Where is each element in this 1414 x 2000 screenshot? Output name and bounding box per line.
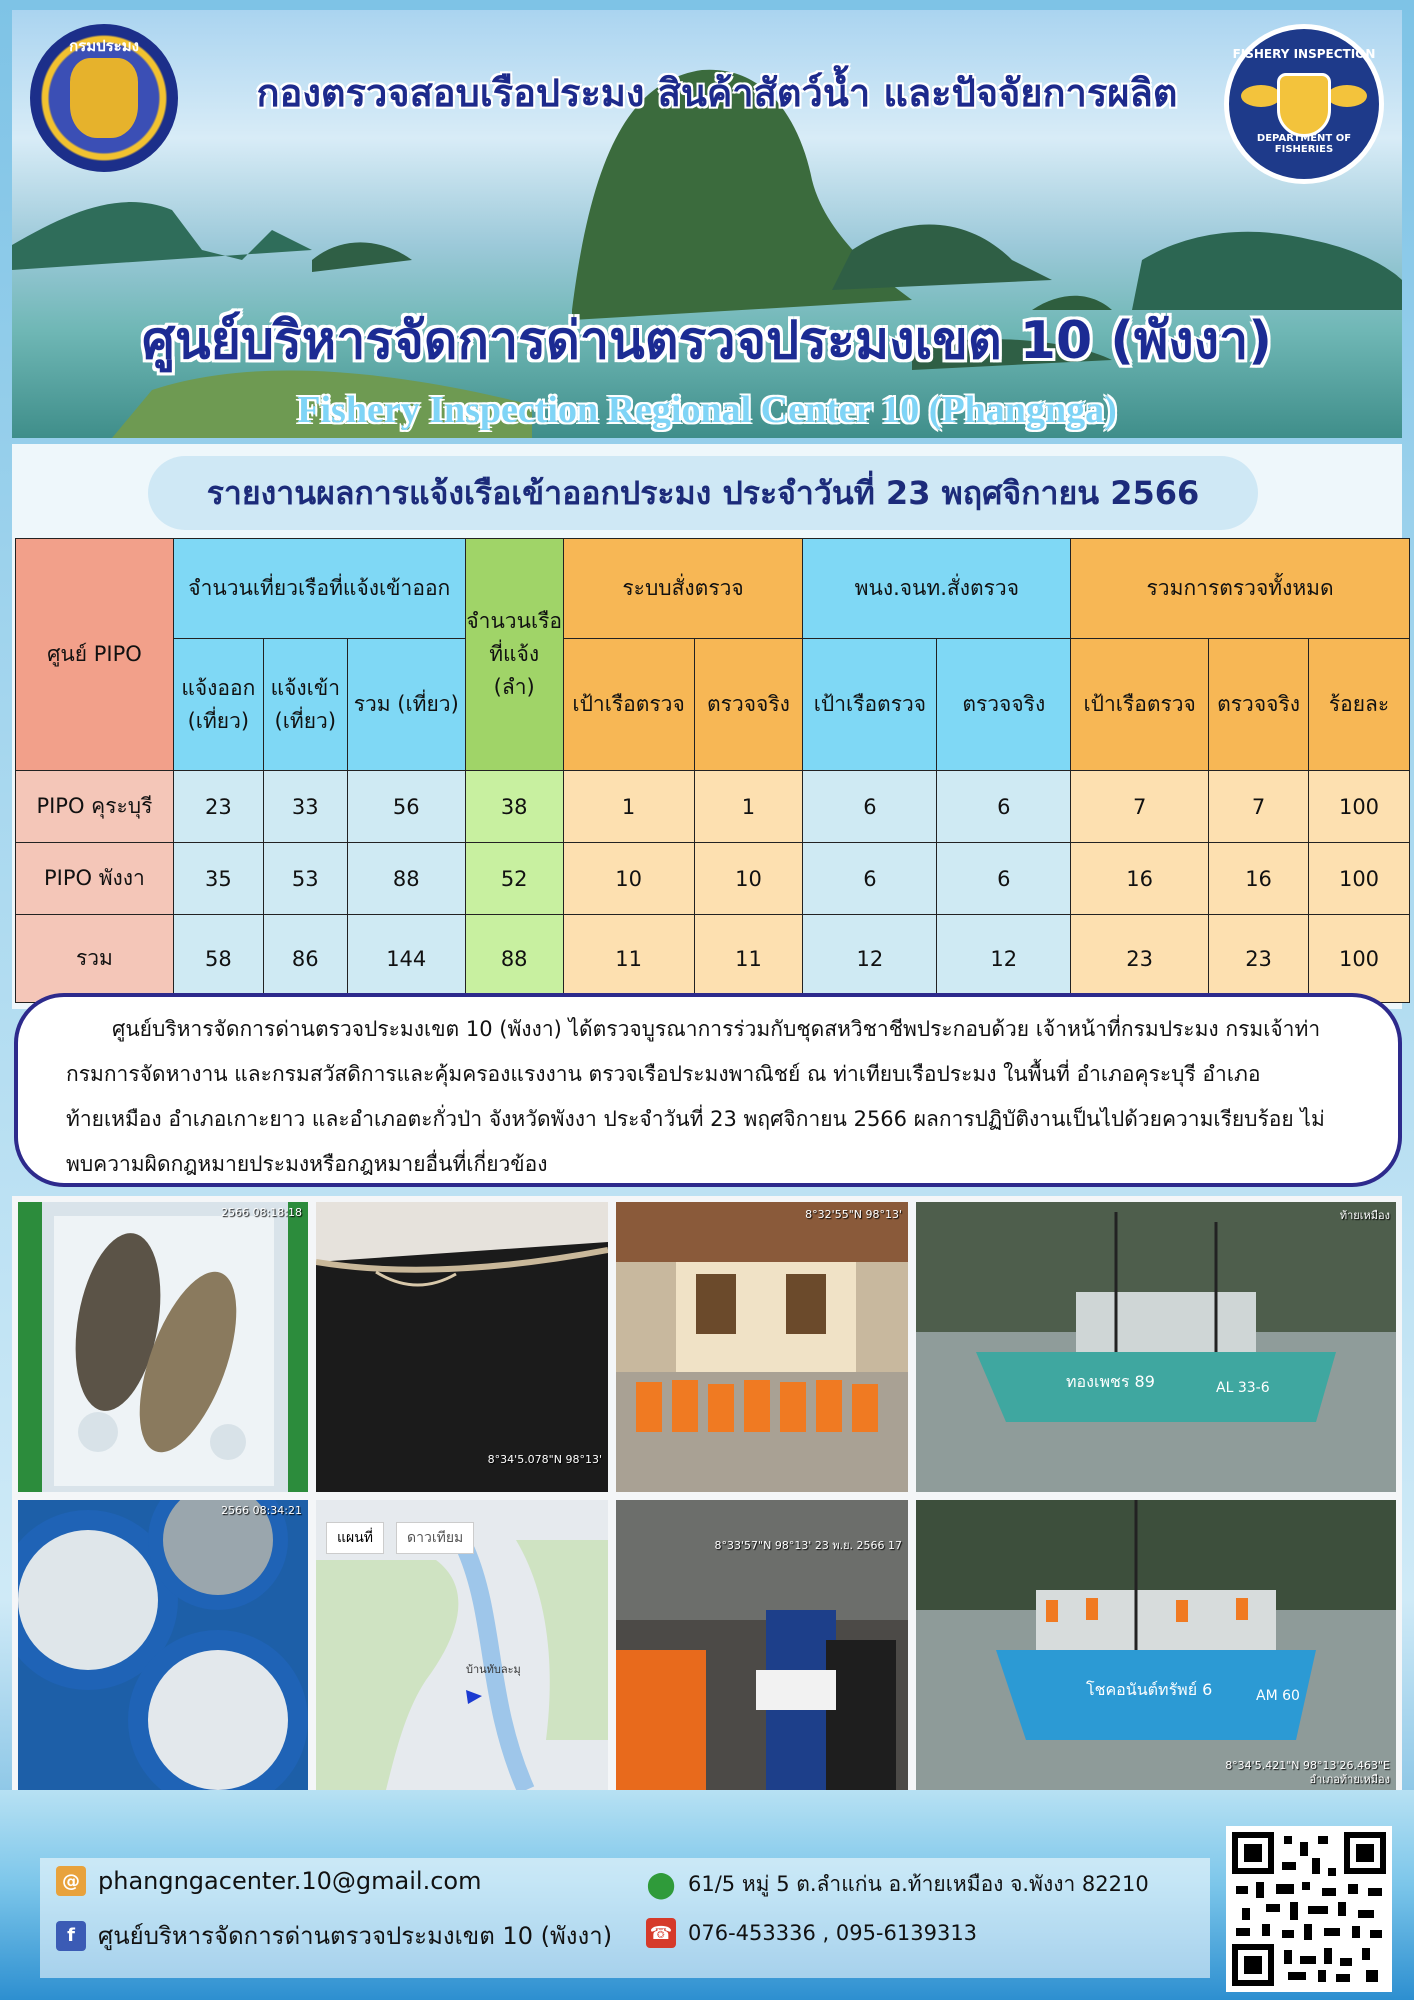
email-text: phangngacenter.10@gmail.com (98, 1867, 482, 1895)
photo-stamp: 8°33'57"N 98°13' 23 พ.ย. 2566 17 (714, 1539, 902, 1552)
photo-document-inspection (616, 1500, 908, 1790)
email-icon: @ (56, 1866, 86, 1896)
row-in: 53 (263, 843, 347, 915)
phone-icon: ☎ (646, 1918, 676, 1948)
header-officer-order: พนง.จนท.สั่งตรวจ (803, 539, 1071, 639)
header-sys-target: เป้าเรือตรวจ (563, 639, 694, 771)
photo-fish-buckets (18, 1500, 308, 1790)
photo-fishing-net (316, 1202, 608, 1492)
boat2-reg: AM 60 (1256, 1688, 1300, 1704)
department-of-fisheries-logo (30, 24, 178, 172)
footer (0, 1790, 1414, 2000)
row-off-target: 6 (803, 843, 937, 915)
summary-text: ศูนย์บริหารจัดการด่านตรวจประมงเขต 10 (พังงา) ได้ตรวจบูรณาการร่วมกับชุดสหวิชาชีพประกอบด้วย เจ้าหน้าที่กรมประมง กรมเจ้าท่า กรมการจัดหางาน และกรมสวัสดิการและคุ้มครองแรงงาน ตรวจเรือประมงพาณิชย์ ณ ท่าเทียบเรือประมง ในพื้นที่ อำเภอคุระบุรี อำเภอท้ายเหมือง อำเภอเกาะยาว และอำเภอตะกั่วป่า จังหวัดพังงา ประจำวันที่ 23 พฤศจิกายน 2566 ผลการปฏิบัติงานเป็นไปด้วยความเรียบร้อย ไม่พบความผิดกฎหมายประมงหรือกฎหมายอื่นที่เกี่ยวข้อง (66, 1017, 1325, 1176)
row-tot-actual: 16 (1209, 843, 1309, 915)
row-boats: 88 (465, 915, 563, 1003)
location-pin-icon: ⬤ (646, 1869, 676, 1900)
address-text: 61/5 หมู่ 5 ต.ลำแก่น อ.ท้ายเหมือง จ.พังงา 82210 (688, 1872, 1149, 1896)
boat1-reg: AL 33-6 (1216, 1380, 1270, 1396)
row-out: 35 (173, 843, 263, 915)
row-sys-target: 11 (563, 915, 694, 1003)
photo-fish-in-ice-box (18, 1202, 308, 1492)
center-title-english: Fishery Inspection Regional Center 10 (Phangnga) (297, 389, 1117, 431)
facebook-icon: f (56, 1921, 86, 1951)
row-sys-actual: 10 (694, 843, 803, 915)
row-tot-target: 16 (1071, 843, 1209, 915)
contact-facebook[interactable] (56, 1916, 612, 1955)
header-trip-count: จำนวนเที่ยวเรือที่แจ้งเข้าออก (173, 539, 465, 639)
header-off-actual: ตรวจจริง (937, 639, 1071, 771)
row-out: 23 (173, 771, 263, 843)
table-row (16, 843, 1410, 915)
row-trips: 56 (347, 771, 465, 843)
header-sys-actual: ตรวจจริง (694, 639, 803, 771)
photo-stamp: 8°34'5.421"N 98°13'26.463"E (1225, 1759, 1390, 1772)
division-title: กองตรวจสอบเรือประมง สินค้าสัตว์น้ำ และปัจจัยการผลิต (256, 71, 1178, 115)
boat1-name: ทองเพชร 89 (1066, 1372, 1155, 1391)
header-notified-out: แจ้งออก (เที่ยว) (173, 639, 263, 771)
photo-crew-lineup (616, 1202, 908, 1492)
row-in: 33 (263, 771, 347, 843)
qr-code[interactable] (1226, 1826, 1392, 1992)
photo-stamp-place: อำเภอท้ายเหมือง (1309, 1773, 1390, 1786)
logo-right-text-bottom: DEPARTMENT OF FISHERIES (1256, 133, 1352, 155)
header-banner (12, 10, 1402, 438)
header-center: ศูนย์ PIPO (16, 539, 174, 771)
photo-fishing-boat-2 (916, 1500, 1396, 1790)
photo-fishing-boat-1 (916, 1202, 1396, 1492)
facebook-text: ศูนย์บริหารจัดการด่านตรวจประมงเขต 10 (พังงา) (98, 1922, 613, 1950)
table-total-row (16, 915, 1410, 1003)
header-notified-in: แจ้งเข้า (เที่ยว) (263, 639, 347, 771)
contact-phone[interactable] (646, 1918, 977, 1948)
row-sys-target: 10 (563, 843, 694, 915)
logo-left-text: กรมประมง (69, 37, 139, 55)
logo-right-text-top: FISHERY INSPECTION (1232, 47, 1376, 61)
row-out: 58 (173, 915, 263, 1003)
photo-stamp: 2566 08:34:21 (221, 1504, 302, 1517)
header-percent: ร้อยละ (1309, 639, 1410, 771)
contact-email[interactable] (56, 1866, 481, 1896)
row-off-actual: 6 (937, 771, 1071, 843)
header-off-target: เป้าเรือตรวจ (803, 639, 937, 771)
row-off-target: 12 (803, 915, 937, 1003)
center-title: ศูนย์บริหารจัดการด่านตรวจประมงเขต 10 (พังงา) (141, 311, 1273, 371)
row-tot-target: 23 (1071, 915, 1209, 1003)
phone-text: 076-453336 , 095-6139313 (688, 1921, 978, 1945)
table-row (16, 771, 1410, 843)
header-tot-actual: ตรวจจริง (1209, 639, 1309, 771)
photo-stamp: ท้ายเหมือง (1339, 1209, 1390, 1222)
row-boats: 52 (465, 843, 563, 915)
row-boats: 38 (465, 771, 563, 843)
row-off-actual: 6 (937, 843, 1071, 915)
photo-stamp: 2566 08:18:18 (221, 1206, 302, 1219)
report-panel (12, 444, 1402, 1009)
row-sys-target: 1 (563, 771, 694, 843)
summary-box (14, 993, 1402, 1187)
row-percent: 100 (1309, 915, 1410, 1003)
photo-stamp: 8°34'5.078"N 98°13' (487, 1453, 602, 1466)
row-trips: 144 (347, 915, 465, 1003)
inspection-table (15, 538, 1410, 1003)
row-percent: 100 (1309, 843, 1410, 915)
header-system-order: ระบบสั่งตรวจ (563, 539, 803, 639)
row-off-actual: 12 (937, 915, 1071, 1003)
contact-address (646, 1868, 1149, 1901)
header-all-total: รวมการตรวจทั้งหมด (1071, 539, 1410, 639)
header-total-trips: รวม (เที่ยว) (347, 639, 465, 771)
map-place-label: บ้านทับละมุ (466, 1663, 521, 1676)
header-boats-notified: จำนวนเรือที่แจ้ง (ลำ) (465, 539, 563, 771)
fishery-inspection-logo (1224, 24, 1384, 184)
boat2-name: โชคอนันต์ทรัพย์ 6 (1086, 1680, 1213, 1699)
row-in: 86 (263, 915, 347, 1003)
row-off-target: 6 (803, 771, 937, 843)
row-trips: 88 (347, 843, 465, 915)
report-title: รายงานผลการแจ้งเรือเข้าออกประมง ประจำวันที่ 23 พฤศจิกายน 2566 (148, 456, 1258, 530)
row-center: รวม (16, 915, 174, 1003)
row-tot-actual: 23 (1209, 915, 1309, 1003)
header-tot-target: เป้าเรือตรวจ (1071, 639, 1209, 771)
row-tot-actual: 7 (1209, 771, 1309, 843)
map-tab-map[interactable]: แผนที่ (326, 1522, 384, 1554)
row-center: PIPO พังงา (16, 843, 174, 915)
qr-code-icon (1232, 1832, 1386, 1986)
photo-gallery (12, 1196, 1402, 1790)
photo-map-screenshot (316, 1500, 608, 1790)
row-sys-actual: 11 (694, 915, 803, 1003)
row-center: PIPO คุระบุรี (16, 771, 174, 843)
row-percent: 100 (1309, 771, 1410, 843)
row-tot-target: 7 (1071, 771, 1209, 843)
photo-stamp: 8°32'55"N 98°13' (805, 1208, 902, 1221)
map-tab-satellite[interactable]: ดาวเทียม (396, 1522, 474, 1554)
row-sys-actual: 1 (694, 771, 803, 843)
